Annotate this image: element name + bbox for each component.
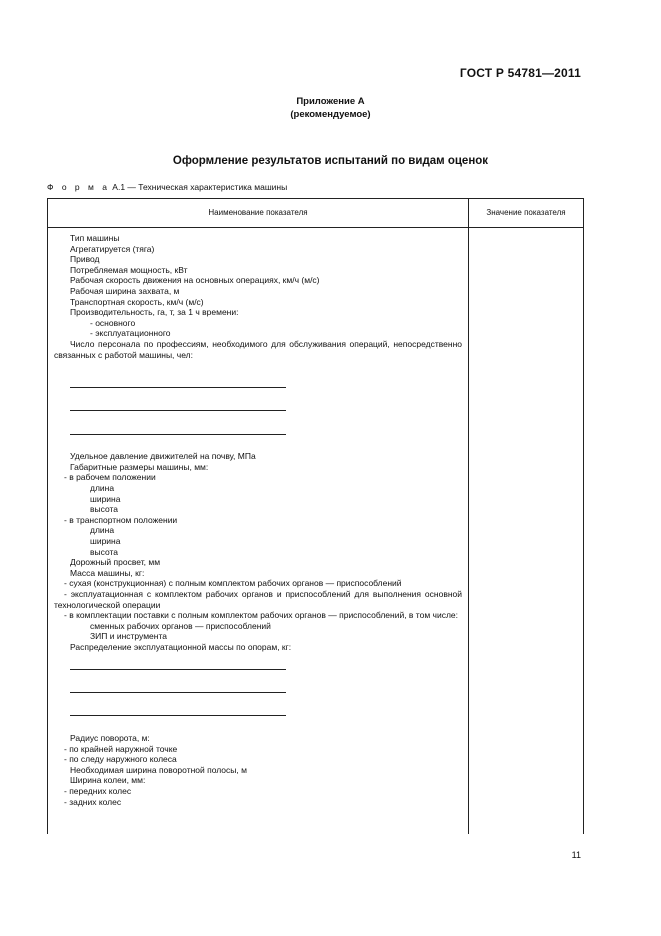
fill-in-underline <box>70 715 286 716</box>
table-row: ширина <box>90 535 121 546</box>
table-row: - эксплуатационная с комплектом рабочих органов и приспособлений для выполнения основной технологической операции <box>54 588 462 610</box>
table-row: - по следу наружного колеса <box>64 754 177 765</box>
table-row: сменных рабочих органов — приспособлений <box>90 620 271 631</box>
blank-row <box>54 441 462 452</box>
table-row: - по крайней наружной точке <box>64 743 178 754</box>
table-row: Транспортная скорость, км/ч (м/с) <box>70 296 204 307</box>
fill-in-line <box>54 699 462 722</box>
table-row: - передних колес <box>64 785 132 796</box>
blank-row <box>54 360 462 371</box>
standard-number: ГОСТ Р 54781—2011 <box>459 66 581 80</box>
table-row: длина <box>90 482 115 493</box>
fill-in-underline <box>70 692 286 693</box>
section-title: Оформление результатов испытаний по видам оценок <box>172 155 489 167</box>
table-row: - в комплектации поставки с полным комплектом рабочих органов — приспособлений, в том числе: <box>64 610 459 621</box>
table-row: - в транспортном положении <box>64 514 178 525</box>
spec-table <box>47 198 584 834</box>
table-row: Число персонала по профессиям, необходимого для обслуживания операций, непосредственно связанных с работой машины, чел: <box>54 338 462 360</box>
table-row: Распределение эксплуатационной массы по опорам, кг: <box>70 641 292 652</box>
table-row: Удельное давление движителей на почву, МПа <box>70 451 256 462</box>
table-row: длина <box>90 525 115 536</box>
table-row: - сухая (конструкционная) с полным комплектом рабочих органов — приспособлений <box>64 578 402 589</box>
table-row: ширина <box>90 493 121 504</box>
table-column-divider <box>468 198 469 834</box>
form-caption-text: А.1 — Техническая характеристика машины <box>109 182 288 192</box>
table-row: - эксплуатационного <box>90 328 171 339</box>
table-row: Привод <box>70 254 100 265</box>
table-row: Производительность, га, т, за 1 ч времени: <box>70 307 239 318</box>
table-header-border <box>47 227 584 228</box>
table-row: Необходимая ширина поворотной полосы, м <box>70 764 247 775</box>
table-row: высота <box>90 504 119 515</box>
blank-row <box>54 722 462 733</box>
fill-in-underline <box>70 410 286 411</box>
fill-in-line <box>54 417 462 440</box>
fill-in-line <box>54 371 462 394</box>
table-top-border <box>47 198 584 199</box>
table-row: Дорожный просвет, мм <box>70 557 161 568</box>
fill-in-underline <box>70 387 286 388</box>
appendix-title: Приложение А <box>296 96 365 107</box>
table-row: - задних колес <box>64 796 122 807</box>
appendix-subtitle: (рекомендуемое) <box>290 109 371 120</box>
table-row: Габаритные размеры машины, мм: <box>70 461 209 472</box>
table-row: ЗИП и инструмента <box>90 631 167 642</box>
table-row: Ширина колеи, мм: <box>70 775 146 786</box>
fill-in-line <box>54 676 462 699</box>
fill-in-underline <box>70 669 286 670</box>
table-row: - основного <box>90 317 136 328</box>
table-row: высота <box>90 546 119 557</box>
table-row: - в рабочем положении <box>64 472 156 483</box>
table-row: Рабочая ширина захвата, м <box>70 285 180 296</box>
table-row: Радиус поворота, м: <box>70 732 150 743</box>
page-number: 11 <box>571 850 581 860</box>
column-header-value: Значение показателя <box>486 208 566 217</box>
column-header-name: Наименование показателя <box>208 208 308 217</box>
table-body <box>54 233 462 807</box>
table-row: Потребляемая мощность, кВт <box>70 264 188 275</box>
table-row: Рабочая скорость движения на основных операциях, км/ч (м/с) <box>70 275 320 286</box>
fill-in-underline <box>70 434 286 435</box>
table-row: Агрегатируется (тяга) <box>70 243 155 254</box>
table-row: Масса машины, кг: <box>70 567 145 578</box>
fill-in-line <box>54 652 462 675</box>
fill-in-line <box>54 394 462 417</box>
table-row: Тип машины <box>70 233 120 243</box>
form-caption <box>47 182 287 192</box>
form-caption-prefix: Ф о р м а <box>47 182 110 192</box>
